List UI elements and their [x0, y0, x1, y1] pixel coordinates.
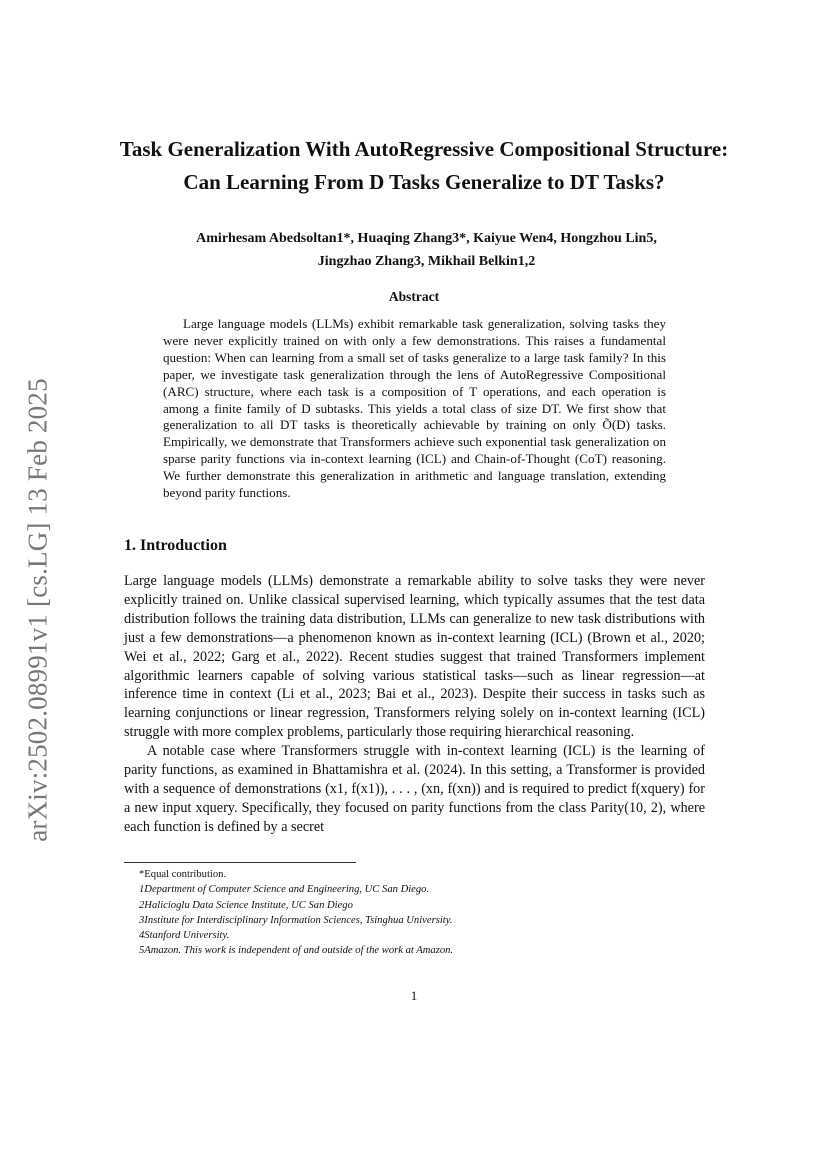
authors-line-1: Amirhesam Abedsoltan1*, Huaqing Zhang3*, Kaiyue Wen4, Hongzhou Lin5,	[196, 231, 657, 246]
page-number: 1	[410, 988, 418, 1003]
section-body	[124, 572, 705, 837]
footnote: 1Department of Computer Science and Engineering, UC San Diego.	[139, 884, 430, 896]
footnote: *Equal contribution.	[139, 869, 227, 880]
footnote-rule	[124, 862, 356, 863]
title-line-2: Can Learning From D Tasks Generalize to DT Tasks?	[183, 170, 665, 194]
footnote: 3Institute for Interdisciplinary Information Sciences, Tsinghua University.	[139, 914, 453, 926]
abstract-body	[163, 316, 666, 502]
footnote: 5Amazon. This work is independent of and outside of the work at Amazon.	[139, 945, 454, 957]
abstract-heading: Abstract	[388, 289, 440, 304]
arxiv-stamp	[22, 360, 54, 860]
footnote: 2Halicioglu Data Science Institute, UC San Diego	[139, 899, 353, 911]
footnotes	[139, 867, 453, 959]
section-heading: 1. Introduction	[124, 537, 227, 554]
arxiv-id: arXiv:2502.08991v1 [cs.LG] 13 Feb 2025	[22, 378, 53, 842]
paragraph-1: Large language models (LLMs) demonstrate a remarkable ability to solve tasks they were never explicitly trained on. Unlike classical supervised learning, which typically assumes that the test data distribution follows the training data distribution, LLMs can generalize to new task distributions with just a few demonstrations—a phenomenon known as in-context learning (ICL) (Brown et al., 2020; Wei et al., 2022; Garg et al., 2022). Recent studies suggest that trained Transformers implement algorithmic learners capable of solving various statistical tasks—such as linear regression—at inference time in context (Li et al., 2023; Bai et al., 2023). Despite their success in tasks such as learning conjunctions or linear regression, Transformers relying solely on in-context learning (ICL) struggle with more complex problems, particularly those requiring hierarchical reasoning.	[124, 573, 705, 741]
authors-line-2: Jingzhao Zhang3, Mikhail Belkin1,2	[317, 254, 536, 269]
abstract-text: Large language models (LLMs) exhibit remarkable task generalization, solving tasks they were never explicitly trained on with only a few demonstrations. This raises a fundamental question: When can learning from a small set of tasks generalize to a large task family? In this paper, we investigate task generalization through the lens of AutoRegressive Compositional (ARC) structure, where each task is a composition of T operations, and each operation is among a finite family of D subtasks. This yields a total class of size DT. We first show that generalization to all DT tasks is theoretically achievable by training on only Õ(D) tasks. Empirically, we demonstrate that Transformers achieve such exponential task generalization on sparse parity functions via in-context learning (ICL) and Chain-of-Thought (CoT) reasoning. We further demonstrate this generalization in arithmetic and language translation, extending beyond parity functions.	[163, 316, 666, 501]
paper-title	[60, 133, 788, 199]
title-line-1: Task Generalization With AutoRegressive Compositional Structure:	[119, 137, 729, 161]
author-list	[100, 227, 753, 273]
paragraph-2: A notable case where Transformers struggle with in-context learning (ICL) is the learning of parity functions, as examined in Bhattamishra et al. (2024). In this setting, a Transformer is provided with a sequence of demonstrations (x1, f(x1)), . . . , (xn, f(xn)) and is required to predict f(xquery) for a new input xquery. Specifically, they focused on parity functions from the class Parity(10, 2), where each function is defined by a secret	[124, 743, 705, 835]
footnote: 4Stanford University.	[139, 930, 230, 942]
